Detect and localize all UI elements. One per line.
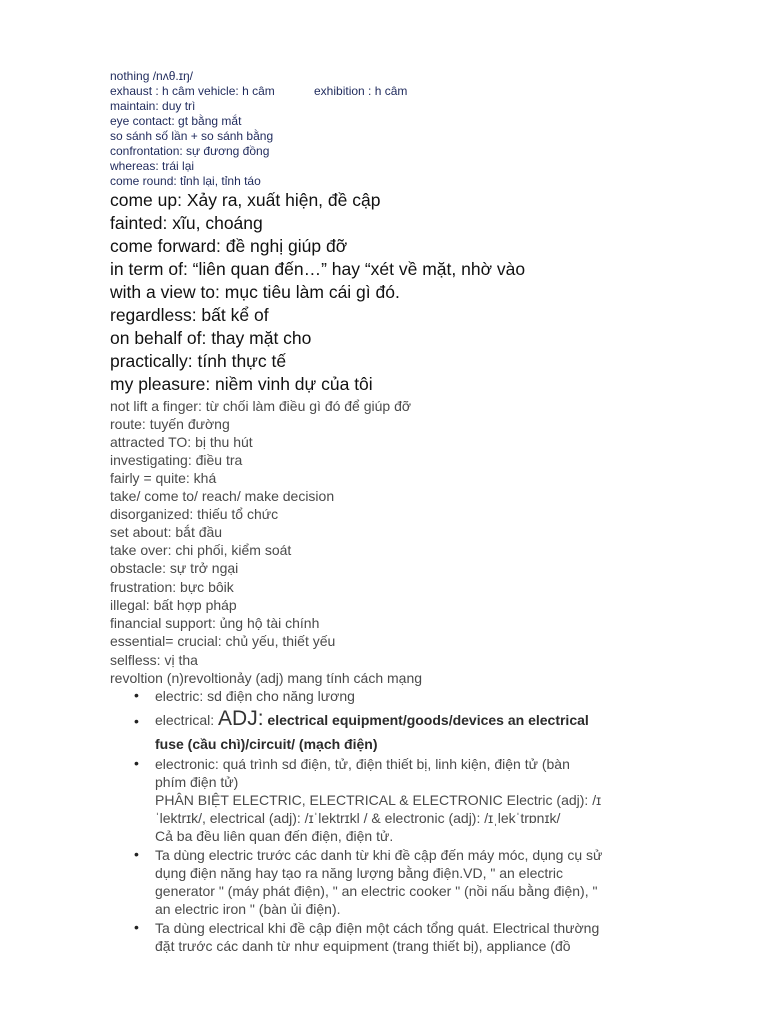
bullet-electrical-prefix: electrical: (155, 712, 219, 728)
vocab-line: disorganized: thiếu tổ chức (110, 506, 279, 522)
vocab-line: frustration: bực bôik (110, 579, 234, 595)
bullet-electric-usage-line: generator " (máy phát điện), " an electric cooker " (nồi nấu bằng điện), " (155, 883, 598, 899)
vocab-line: attracted TO: bị thu hút (110, 434, 253, 450)
bullet-electronic-line: Cả ba đều liên quan đến điện, điện tử. (155, 828, 394, 844)
term-line: practically: tính thực tế (110, 351, 287, 371)
term-line: fainted: xĩu, choáng (110, 213, 263, 233)
vocab-line: set about: bắt đầu (110, 524, 223, 540)
bullet-electronic-line: electronic: quá trình sd điện, tử, điện thiết bị, linh kiện, điện tử (bàn (155, 756, 570, 772)
term-line: regardless: bất kể of (110, 305, 269, 325)
term-line: in term of: “liên quan đến…” hay “xét về mặt, nhờ vào (110, 259, 526, 279)
bullet-electronic-line: PHÂN BIỆT ELECTRIC, ELECTRICAL & ELECTRONIC Electric (adj): /ɪ (155, 792, 602, 808)
bullet-marker: • (134, 687, 139, 703)
vocab-line: financial support: ủng hộ tài chính (110, 615, 320, 631)
bullet-electric-usage-line: an electric iron " (bàn ủi điện). (155, 901, 341, 917)
vocab-line: fairly = quite: khá (110, 470, 217, 486)
term-line: my pleasure: niềm vinh dự của tôi (110, 374, 373, 394)
note-exhaust: exhaust : h câm vehicle: h câm (110, 84, 275, 98)
note-confrontation: confrontation: sự đương đồng (110, 144, 270, 158)
vocab-line: selfless: vị tha (110, 652, 198, 668)
bullet-marker: • (134, 919, 139, 935)
bullet-electronic-line: phím điện tử) (155, 774, 239, 790)
vocab-line: obstacle: sự trở ngại (110, 560, 239, 576)
note-exhibition: exhibition : h câm (314, 84, 408, 98)
vocab-line: take/ come to/ reach/ make decision (110, 488, 335, 504)
bullet-electrical-usage-line: đặt trước các danh từ như equipment (trang thiết bị), appliance (đồ (155, 938, 571, 954)
note-eye-contact: eye contact: gt bằng mắt (110, 114, 242, 128)
note-compare: so sánh số lần + so sánh bằng (110, 129, 274, 143)
bullet-electrical-usage-line: Ta dùng electrical khi đề cập điện một cách tổng quát. Electrical thường (155, 920, 600, 936)
vocab-line: take over: chi phối, kiểm soát (110, 542, 292, 558)
bullet-electric: electric: sd điện cho năng lương (155, 688, 355, 704)
vocab-line: revoltion (n)revoltionảy (adj) mang tính cách mạng (110, 670, 423, 686)
vocab-line: essential= crucial: chủ yếu, thiết yếu (110, 633, 336, 649)
bullet-electrical (155, 706, 725, 733)
vocab-line: not lift a finger: từ chối làm điều gì đó để giúp đỡ (110, 398, 412, 414)
bullet-marker: • (134, 713, 139, 729)
bullet-electronic-line: ˈlektrɪk/, electrical (adj): /ɪˈlektrɪkl / & electronic (adj): /ɪˌlekˈtrɒnɪk/ (155, 810, 561, 826)
term-line: come forward: đề nghị giúp đỡ (110, 236, 348, 256)
bullet-electric-usage-line: dụng điện năng hay tạo ra năng lượng bằng điện.VD, " an electric (155, 865, 564, 881)
vocab-line: illegal: bất hợp pháp (110, 597, 237, 613)
note-maintain: maintain: duy trì (110, 99, 196, 113)
note-come-round: come round: tỉnh lại, tỉnh táo (110, 174, 261, 188)
vocab-line: route: tuyến đường (110, 416, 230, 432)
vocab-line: investigating: điều tra (110, 452, 243, 468)
note-whereas: whereas: trái lại (110, 159, 195, 173)
bullet-electric-usage-line: Ta dùng electric trước các danh từ khi đề cập đến máy móc, dụng cụ sử (155, 847, 603, 863)
term-line: on behalf of: thay mặt cho (110, 328, 312, 348)
electrical-examples: electrical equipment/goods/devices an electrical (263, 712, 589, 728)
term-line: with a view to: mục tiêu làm cái gì đó. (110, 282, 400, 302)
adj-label: ADJ: (218, 707, 264, 730)
bullet-marker: • (134, 755, 139, 771)
electrical-examples-cont: fuse (cầu chì)/circuit/ (mạch điện) (155, 736, 378, 752)
note-nothing: nothing /nʌθ.ɪŋ/ (110, 69, 193, 83)
bullet-marker: • (134, 846, 139, 862)
term-line: come up: Xảy ra, xuất hiện, đề cập (110, 190, 381, 210)
